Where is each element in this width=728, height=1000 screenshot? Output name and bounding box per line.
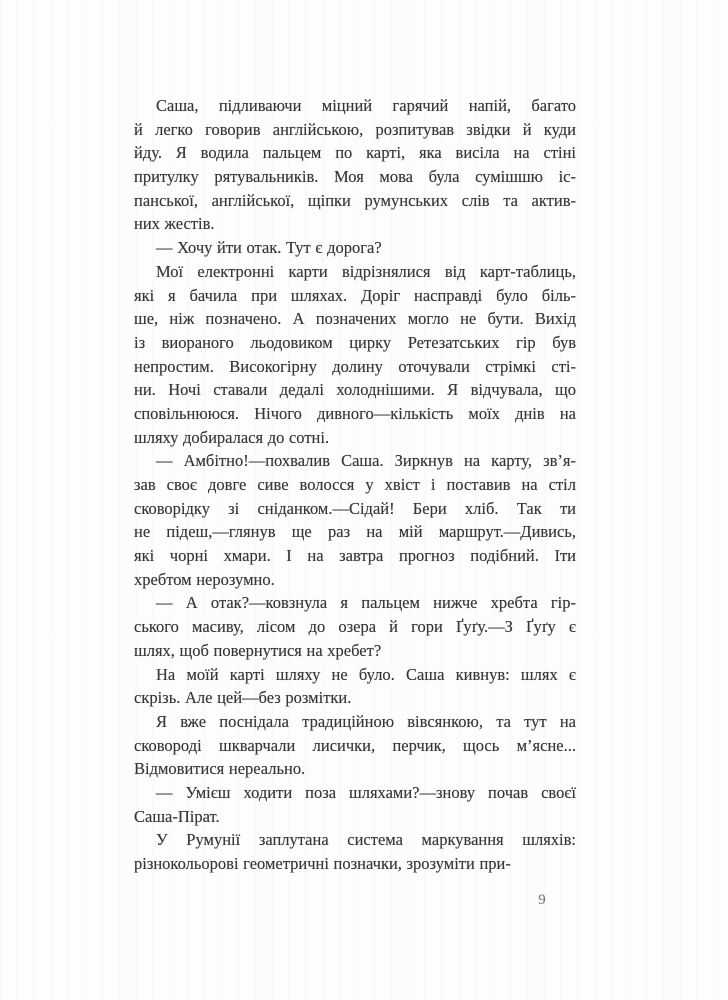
paragraph (134, 260, 576, 450)
text-line: сковорідку зі сніданком.—Сідай! Бери хліб. Так ти (134, 498, 576, 518)
text-line: На моїй карті шляху не було. Саша кивнув: шлях є (156, 664, 576, 684)
text-line: Саша-Пірат. (134, 806, 220, 826)
text-line: У Румунії заплутана система маркування шляхів: (156, 830, 576, 850)
paragraph (134, 236, 576, 260)
text-line: Відмовитися нереально. (134, 759, 306, 779)
paragraph (134, 663, 576, 710)
text-line: зав своє довге сиве волосся у хвіст і поставив на стіл (134, 475, 576, 494)
text-line: непростим. Високогірну долину оточували стрімкі сті- (134, 356, 576, 376)
page-number: 9 (538, 892, 546, 908)
text-line: сповільнююся. Нічого дивного—кількість моїх днів на (134, 403, 576, 423)
text-line: шляху добиралася до сотні. (134, 427, 330, 447)
text-line: — Амбітно!—похвалив Саша. Зиркнув на карту, зв’я- (156, 451, 576, 471)
text-line: — А отак?—ковзнула я пальцем нижче хребта гір- (156, 593, 576, 613)
text-line: скрізь. Але цей—без розмітки. (134, 688, 352, 708)
paragraph (134, 781, 576, 828)
text-line: Я вже поснідала традиційною вівсянкою, та тут на (156, 711, 576, 731)
text-line: ського масиву, лісом до озера й гори Ґуґу.—З Ґуґу є (134, 617, 576, 637)
text-line: — Хочу йти отак. Тут є дорога? (156, 238, 382, 258)
paragraph (134, 94, 576, 236)
text-line: хребтом нерозумно. (134, 569, 275, 589)
paragraph (134, 449, 576, 591)
text-line: йду. Я водила пальцем по карті, яка висіла на стіні (134, 143, 576, 163)
text-line: Саша, підливаючи міцний гарячий напій, багато (156, 96, 576, 115)
paragraph (134, 828, 576, 875)
text-line: не підеш,—глянув ще раз на мій маршрут.—Дивись, (134, 522, 576, 542)
text-line: ни. Ночі ставали дедалі холоднішими. Я відчувала, що (134, 380, 576, 400)
text-line: сковороді шкварчали лисички, перчик, щось м’ясне... (134, 735, 576, 755)
text-line: Мої електронні карти відрізнялися від карт-таблиць, (156, 261, 576, 281)
text-line: них жестів. (134, 214, 215, 234)
text-line: які чорні хмари. І на завтра прогноз подібний. Іти (134, 546, 576, 566)
text-line: ше, ніж позначено. А позначених могло не бути. Вихід (134, 309, 576, 329)
text-line: притулку рятувальників. Моя мова була сумішшю іс- (134, 167, 576, 187)
paragraph (134, 591, 576, 662)
text-line: — Умієш ходити поза шляхами?—знову почав своєї (156, 782, 576, 802)
paragraph (134, 710, 576, 781)
text-line: шлях, щоб повернутися на хребет? (134, 640, 382, 660)
text-line: й легко говорив англійською, розпитував звідки й куди (134, 119, 576, 139)
text-line: різнокольорові геометричні позначки, зрозуміти при- (134, 854, 511, 873)
text-line: які я бачила при шляхах. Доріг насправді було біль- (134, 285, 576, 305)
text-line: панської, англійської, щіпки румунських слів та актив- (134, 190, 576, 210)
text-line: із виораного льодовиком цирку Ретезатських гір був (134, 332, 576, 352)
page-text (134, 94, 576, 876)
